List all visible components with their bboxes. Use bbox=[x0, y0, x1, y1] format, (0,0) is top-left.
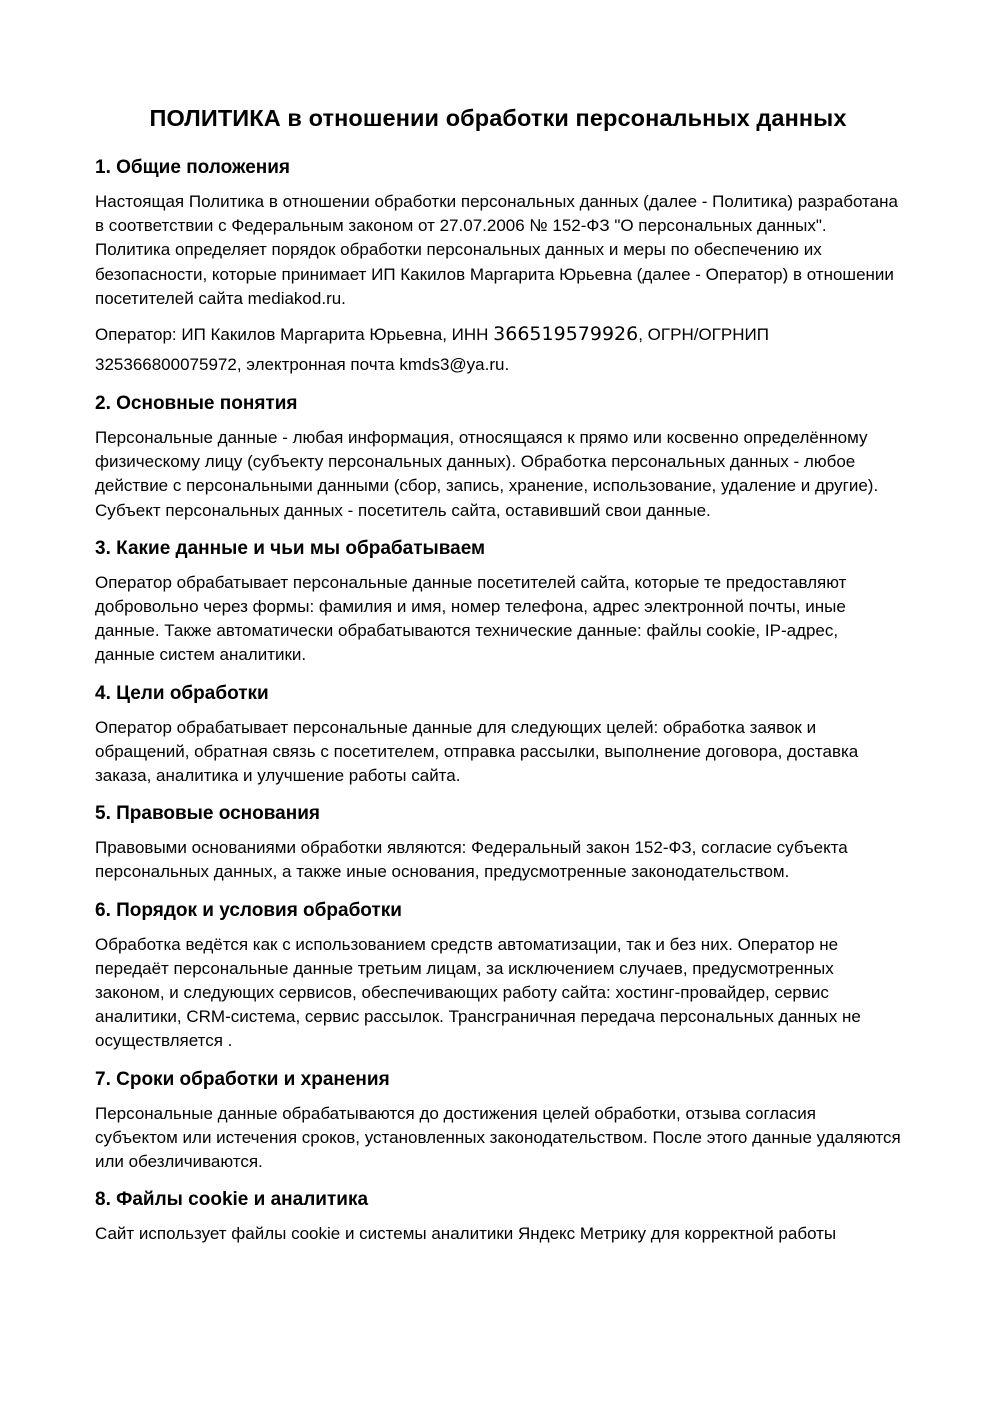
section-heading: 8. Файлы cookie и аналитика bbox=[95, 1189, 369, 1211]
section-legal-basis bbox=[95, 802, 901, 884]
section-processing-order bbox=[95, 899, 901, 1054]
policy-document bbox=[95, 98, 901, 1260]
operator-ogrn-label: , ОГРН/ОГРНИП bbox=[638, 325, 769, 345]
operator-prefix: Оператор: ИП Какилов Маргарита Юрьевна, ИНН bbox=[95, 325, 494, 345]
section-heading: 1. Общие положения bbox=[95, 157, 291, 178]
section-general bbox=[95, 156, 901, 380]
section-heading: 5. Правовые основания bbox=[95, 803, 320, 825]
section-paragraph: Обработка ведётся как с использованием средств автоматизации, так и без них. Оператор не передаёт персональные данные третьим лицам, за исключением случаев, предусмотренных законом, и следующих сервисов, обеспечивающих работу сайта: хостинг-провайдер, сервис аналитики, CRM-система, сервис рассылок. Трансграничная передача персональных данных не осуществляется . bbox=[95, 934, 861, 1051]
section-purposes bbox=[95, 682, 901, 789]
section-paragraph: Настоящая Политика в отношении обработки персональных данных (далее - Политика) разработана в соответствии с Федеральным законом от 27.07.2006 № 152-ФЗ "О персональных данных". Политика определяет порядок обработки персональных данных и меры по обеспечению их безопасности, которые принимает ИП Какилов Маргарита Юрьевна (далее - Оператор) в отношении посетителей сайта mediakod.ru. bbox=[95, 192, 898, 308]
section-paragraph: Сайт использует файлы cookie и системы аналитики Яндекс Метрику для корректной работы bbox=[95, 1224, 837, 1244]
section-heading: 6. Порядок и условия обработки bbox=[95, 899, 402, 921]
section-data-types bbox=[95, 537, 901, 668]
section-paragraph: Персональные данные - любая информация, относящаяся к прямо или косвенно определённому физическому лицу (субъекту персональных данных). Обработка персональных данных - любое действие с персональными данными (сбор, запись, хранение, использование, удаление и другие). Субъект персональных данных - посетитель сайта, оставивший свои данные. bbox=[95, 428, 879, 520]
section-heading: 2. Основные понятия bbox=[95, 393, 298, 415]
section-cookies bbox=[95, 1188, 901, 1246]
section-definitions bbox=[95, 392, 901, 523]
operator-info bbox=[95, 319, 901, 380]
document-title: ПОЛИТИКА в отношении обработки персональных данных bbox=[149, 105, 847, 131]
section-paragraph: Оператор обрабатывает персональные данные для следующих целей: обработка заявок и обращений, обратная связь с посетителем, отправка рассылки, выполнение договора, доставка заказа, аналитика и улучшение работы сайта. bbox=[95, 717, 859, 786]
section-heading: 3. Какие данные и чьи мы обрабатываем bbox=[95, 537, 486, 559]
section-retention bbox=[95, 1068, 901, 1175]
section-paragraph: Оператор обрабатывает персональные данные посетителей сайта, которые те предоставляют добровольно через формы: фамилия и имя, номер телефона, адрес электронной почты, иные данные. Также автоматически обрабатываются технические данные: файлы cookie, IP-адрес, данные систем аналитики. bbox=[95, 572, 847, 665]
operator-suffix: 325366800075972, электронная почта kmds3@ya.ru. bbox=[95, 355, 510, 375]
section-heading: 4. Цели обработки bbox=[95, 682, 269, 704]
section-paragraph: Правовыми основаниями обработки являются: Федеральный закон 152-ФЗ, согласие субъекта персональных данных, а также иные основания, предусмотренные законодательством. bbox=[95, 838, 848, 882]
operator-inn: 366519579926 bbox=[493, 323, 639, 346]
section-heading: 7. Сроки обработки и хранения bbox=[95, 1068, 390, 1090]
section-paragraph: Персональные данные обрабатываются до достижения целей обработки, отзыва согласия субъектом или истечения сроков, установленных законодательством. После этого данные удаляются или обезличиваются. bbox=[95, 1103, 901, 1172]
